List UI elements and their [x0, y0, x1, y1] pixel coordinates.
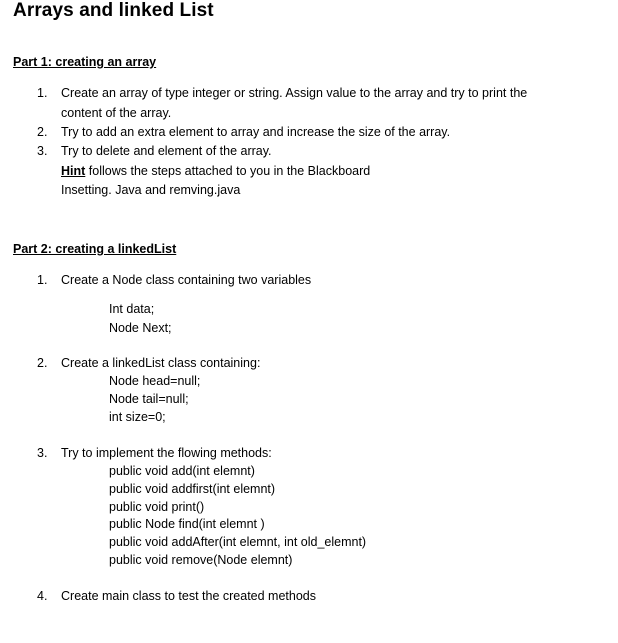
- part1-item1-line2: content of the array.: [61, 106, 172, 120]
- code-line: Int data;: [109, 302, 155, 316]
- hint-text: follows the steps attached to you in the Blackboard: [85, 164, 371, 178]
- part1-item1-number: 1.: [37, 86, 48, 100]
- document-title: Arrays and linked List: [13, 0, 214, 21]
- code-line: public void add(int elemnt): [109, 464, 255, 478]
- part2-item2-number: 2.: [37, 356, 48, 370]
- code-line: Node tail=null;: [109, 392, 189, 406]
- part1-item3-number: 3.: [37, 144, 48, 158]
- code-line: public void addAfter(int elemnt, int old_elemnt): [109, 535, 367, 549]
- code-line: public void addfirst(int elemnt): [109, 482, 276, 496]
- part2-heading: Part 2: creating a linkedList: [13, 242, 177, 256]
- hint-label: Hint: [61, 164, 86, 178]
- hint-line2: Insetting. Java and remving.java: [61, 183, 241, 197]
- hint-line: [61, 164, 370, 178]
- code-line: public Node find(int elemnt ): [109, 517, 265, 531]
- code-line: Node head=null;: [109, 374, 201, 388]
- part2-item2-text: Create a linkedList class containing:: [61, 356, 261, 370]
- part1-item3-line1: Try to delete and element of the array.: [61, 144, 272, 158]
- part1-item2-number: 2.: [37, 125, 48, 139]
- part2-item3-text: Try to implement the flowing methods:: [61, 446, 272, 460]
- part1-heading: Part 1: creating an array: [13, 55, 157, 69]
- part2-item1-number: 1.: [37, 273, 48, 287]
- part2-item4-text: Create main class to test the created methods: [61, 589, 316, 603]
- part2-item1-text: Create a Node class containing two variables: [61, 273, 312, 287]
- code-line: public void print(): [109, 500, 205, 514]
- part1-item1-line1: Create an array of type integer or string. Assign value to the array and try to print the: [61, 86, 528, 100]
- code-line: int size=0;: [109, 410, 166, 424]
- part2-item3-number: 3.: [37, 446, 48, 460]
- code-line: Node Next;: [109, 321, 172, 335]
- part1-item2-line1: Try to add an extra element to array and increase the size of the array.: [61, 125, 451, 139]
- part2-item4-number: 4.: [37, 589, 48, 603]
- code-line: public void remove(Node elemnt): [109, 553, 293, 567]
